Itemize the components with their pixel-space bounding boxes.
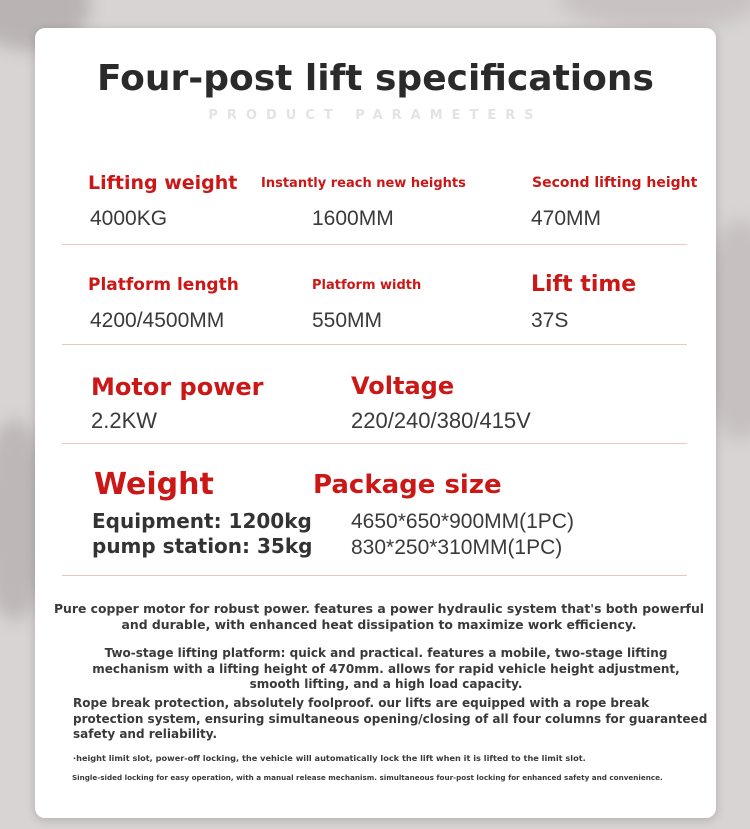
divider [62, 443, 687, 444]
voltage-label: Voltage [351, 372, 455, 400]
voltage-value: 220/240/380/415V [351, 408, 531, 433]
description-height-limit: ·height limit slot, power-off locking, the vehicle will automatically lock the lift when it is lifted to the limit slot. [73, 753, 586, 763]
platform-length-label: Platform length [88, 275, 239, 295]
instant-height-label: Instantly reach new heights [261, 176, 466, 191]
description-single-side-lock: Single-sided locking for easy operation, with a manual release mechanism. simultaneous four-post locking for enhanced safety and convenience. [72, 773, 663, 782]
motor-power-value: 2.2KW [91, 408, 158, 433]
platform-length-value: 4200/4500MM [90, 309, 225, 332]
lift-time-value: 37S [531, 309, 569, 332]
motor-power-label: Motor power [91, 373, 264, 401]
package-size-pump-station-value: 830*250*310MM(1PC) [351, 536, 563, 559]
weight-label: Weight [94, 467, 214, 502]
weight-equipment-value: Equipment: 1200kg [92, 509, 312, 533]
package-size-equipment-value: 4650*650*900MM(1PC) [351, 510, 574, 533]
second-lifting-height-label: Second lifting height [532, 175, 698, 191]
divider [62, 344, 687, 345]
page-subtitle: PRODUCT PARAMETERS [208, 108, 543, 123]
lift-time-label: Lift time [531, 272, 637, 297]
platform-width-value: 550MM [312, 309, 383, 332]
page-title: Four-post lift specifications [97, 58, 654, 99]
divider [62, 575, 687, 576]
description-two-stage: Two-stage lifting platform: quick and practical. features a mobile, two-stage lifting mechanism with a lifting height of 470mm. allows for rapid vehicle height adjustment, smooth lifting, and a high load capacity. [92, 646, 680, 691]
lifting-weight-label: Lifting weight [88, 172, 238, 194]
divider [62, 244, 687, 245]
instant-height-value: 1600MM [312, 207, 394, 230]
second-lifting-height-value: 470MM [531, 207, 602, 230]
description-rope-break: Rope break protection, absolutely foolproof. our lifts are equipped with a rope break protection system, ensuring simultaneous opening/closing of all four columns for guaranteed safety and reliability. [73, 696, 708, 741]
background-blob [560, 0, 750, 30]
spec-card [35, 28, 716, 818]
weight-pump-station-value: pump station: 35kg [92, 534, 313, 558]
description-motor: Pure copper motor for robust power. features a power hydraulic system that's both powerful and durable, with enhanced heat dissipation to maximize work efficiency. [53, 601, 705, 632]
platform-width-label: Platform width [312, 278, 422, 293]
package-size-label: Package size [313, 470, 502, 500]
lifting-weight-value: 4000KG [90, 207, 168, 230]
